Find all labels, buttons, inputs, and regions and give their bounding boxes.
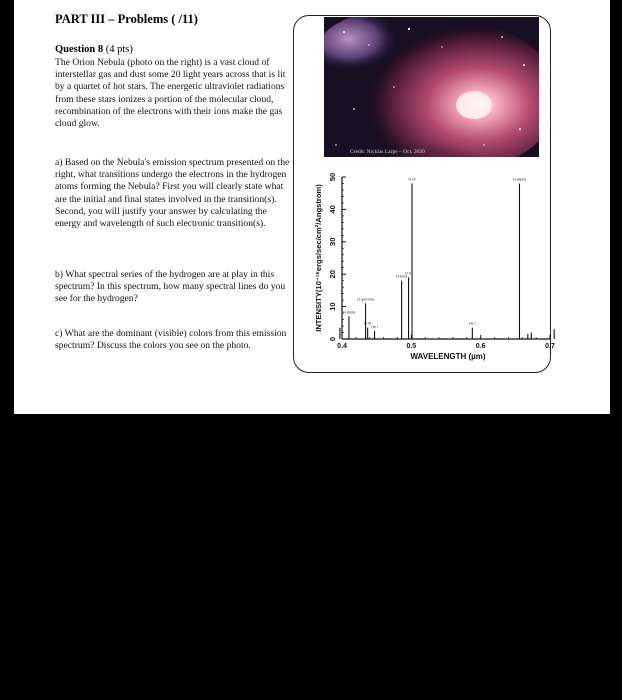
x-tick-label: 0.6 [475, 343, 486, 350]
question-part-b: b) What spectral series of the hydrogen are at play in this spectrum? In this spectrum, how many spectral lines do you see for the hydrogen? [55, 269, 286, 305]
y-tick-label: 0 [327, 336, 337, 342]
emission-line-label: O III [408, 177, 416, 182]
question-points: (4 pts) [105, 44, 133, 55]
emission-spectrum-chart [300, 157, 558, 372]
emission-line-label: H-alpha [512, 177, 527, 182]
chart-emission-lines [340, 183, 554, 339]
question-part-c: c) What are the dominant (visible) colors from this emission spectrum? Discuss the colors you see on the photo. [55, 328, 287, 352]
x-tick-label: 0.7 [545, 343, 555, 350]
question-part-a: a) Based on the Nebula's emission spectrum presented on the right, what transitions undergo the electrons in the hydrogen atoms forming the Nebula? First you will clearly state what are the initial and final states involved in the transition(s). Second, you will justify your answer by calculating the energy and wavelength of such electronic transition(s). [55, 157, 290, 230]
emission-line-label: O III [364, 321, 372, 326]
chart-x-ticks [337, 335, 555, 350]
y-tick-label: 20 [327, 270, 337, 279]
x-tick-label: 0.5 [406, 343, 417, 350]
y-tick-label: 50 [327, 172, 337, 182]
emission-line-label: O III [404, 271, 413, 276]
chart-y-axis-label: INTENSITY(10⁻¹⁶ergs/sec/cm²/Angstrom) [314, 184, 323, 332]
emission-line-label: H-delta [342, 310, 356, 315]
chart-y-ticks [328, 173, 346, 341]
photo-credit: Credit: Nicklas Larpe – Oct. 2020 [350, 149, 425, 155]
chart-line-labels [343, 177, 527, 328]
question-intro: The Orion Nebula (photo on the right) is a vast cloud of interstellar gas and dust some 20 light years across that is lit by a quartet of hot stars. The energetic ultraviolet radiations from these stars ionizes a portion of the molecular cloud, recombination of the electrons with their ions make the gas cloud glow. [55, 57, 286, 130]
emission-line-label: H-gamma [357, 297, 374, 302]
y-tick-label: 10 [327, 302, 337, 311]
y-tick-label: 40 [327, 205, 337, 214]
x-tick-label: 0.4 [337, 343, 347, 350]
y-tick-label: 30 [327, 237, 337, 246]
part-title: PART III – Problems ( /11) [55, 12, 198, 26]
orion-nebula-photo [324, 17, 539, 157]
emission-line-label: H-beta [395, 274, 408, 279]
emission-line-label: He I [468, 321, 476, 326]
emission-line-label: He I [371, 324, 379, 329]
chart-axes [342, 177, 550, 339]
question-number: Question 8 [55, 44, 104, 55]
question-title [55, 44, 133, 55]
chart-x-axis-label: WAVELENGTH (µm) [410, 352, 486, 361]
